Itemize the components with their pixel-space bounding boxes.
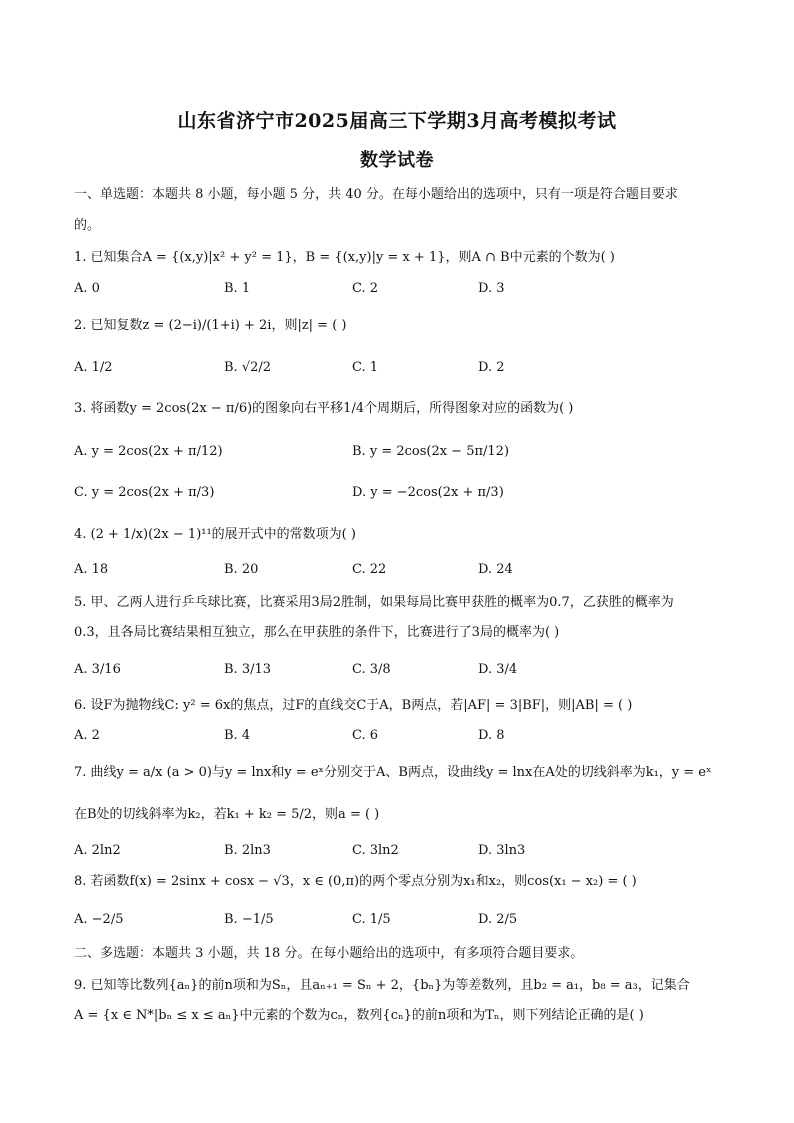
q3-option-d: D. y = −2cos(2x + π/3) [352,485,504,500]
exam-subtitle: 数学试卷 [360,150,434,171]
q4-option-c: C. 22 [352,562,387,577]
question-3-stem: 3. 将函数y = 2cos(2x − π/6)的图象向右平移1/4个周期后，所得图象对应的函数为( ) [74,401,574,416]
q2-option-c: C. 1 [352,360,379,375]
question-8-options [74,911,724,929]
q5-option-c: C. 3/8 [352,662,391,677]
question-5-stem-line2: 0.3，且各局比赛结果相互独立，那么在甲获胜的条件下，比赛进行了3局的概率为( ) [74,625,560,640]
question-7-stem-line2: 在B处的切线斜率为k₂，若k₁ + k₂ = 5/2，则a = ( ) [74,807,380,822]
q3-option-c: C. y = 2cos(2x + π/3) [74,485,215,500]
question-9-stem-line1: 9. 已知等比数列{aₙ}的前n项和为Sₙ，且aₙ₊₁ = Sₙ + 2，{bₙ}为等差数列，且b₂ = a₁，b₈ = a₃，记集合 [74,978,690,993]
question-4-options [74,561,724,579]
q6-option-a: A. 2 [74,728,100,743]
q4-option-b: B. 20 [224,562,259,577]
question-9-stem-line2: A = {x ∈ N*|bₙ ≤ x ≤ aₙ}中元素的个数为cₙ，数列{cₙ}的前n项和为Tₙ，则下列结论正确的是( ) [74,1008,644,1023]
section1-instructions-line2: 的。 [74,218,101,233]
q1-option-a: A. 0 [74,281,100,296]
q8-option-a: A. −2/5 [74,912,124,927]
q2-option-b: B. √2/2 [224,360,272,375]
q5-option-b: B. 3/13 [224,662,272,677]
q8-option-b: B. −1/5 [224,912,274,927]
question-2-stem: 2. 已知复数z = (2−i)/(1+i) + 2i，则|z| = ( ) [74,318,347,333]
q3-option-b: B. y = 2cos(2x − 5π/12) [352,444,510,459]
q5-option-a: A. 3/16 [74,662,121,677]
q7-option-d: D. 3ln3 [478,843,526,858]
question-6-options [74,727,724,745]
q1-option-d: D. 3 [478,281,505,296]
question-1-stem: 1. 已知集合A = {(x,y)|x² + y² = 1}，B = {(x,y)|y = x + 1}，则A ∩ B中元素的个数为( ) [74,250,615,265]
question-5-stem-line1: 5. 甲、乙两人进行乒乓球比赛，比赛采用3局2胜制，如果每局比赛甲获胜的概率为0.7，乙获胜的概率为 [74,595,674,610]
question-5-options [74,661,724,679]
q6-option-d: D. 8 [478,728,505,743]
exam-title: 山东省济宁市2025届高三下学期3月高考模拟考试 [177,110,617,132]
question-4-stem: 4. (2 + 1/x)(2x − 1)¹¹的展开式中的常数项为( ) [74,527,356,542]
q1-option-c: C. 2 [352,281,379,296]
question-7-options [74,842,724,860]
question-7-stem-line1: 7. 曲线y = a/x (a > 0)与y = lnx和y = eˣ分别交于A、B两点，设曲线y = lnx在A处的切线斜率为k₁，y = eˣ [74,765,712,780]
question-3-options-row1 [74,443,724,461]
q3-option-a: A. y = 2cos(2x + π/12) [74,444,223,459]
question-1-options [74,280,724,298]
question-2-options [74,359,724,377]
q8-option-c: C. 1/5 [352,912,391,927]
question-3-options-row2 [74,484,724,502]
q5-option-d: D. 3/4 [478,662,518,677]
q7-option-c: C. 3ln2 [352,843,399,858]
question-8-stem: 8. 若函数f(x) = 2sinx + cosx − √3，x ∈ (0,π)的两个零点分别为x₁和x₂，则cos(x₁ − x₂) = ( ) [74,874,637,889]
q4-option-a: A. 18 [74,562,109,577]
q1-option-b: B. 1 [224,281,251,296]
q7-option-a: A. 2ln2 [74,843,121,858]
section1-instructions-line1: 一、单选题：本题共 8 小题，每小题 5 分，共 40 分。在每小题给出的选项中，只有一项是符合题目要求 [74,187,678,202]
q4-option-d: D. 24 [478,562,513,577]
q8-option-d: D. 2/5 [478,912,518,927]
q6-option-b: B. 4 [224,728,251,743]
q2-option-a: A. 1/2 [74,360,113,375]
section2-instructions: 二、多选题：本题共 3 小题，共 18 分。在每小题给出的选项中，有多项符合题目要求。 [74,946,584,961]
q7-option-b: B. 2ln3 [224,843,271,858]
q6-option-c: C. 6 [352,728,379,743]
question-6-stem: 6. 设F为抛物线C: y² = 6x的焦点，过F的直线交C于A，B两点，若|AF| = 3|BF|，则|AB| = ( ) [74,698,633,713]
q2-option-d: D. 2 [478,360,505,375]
